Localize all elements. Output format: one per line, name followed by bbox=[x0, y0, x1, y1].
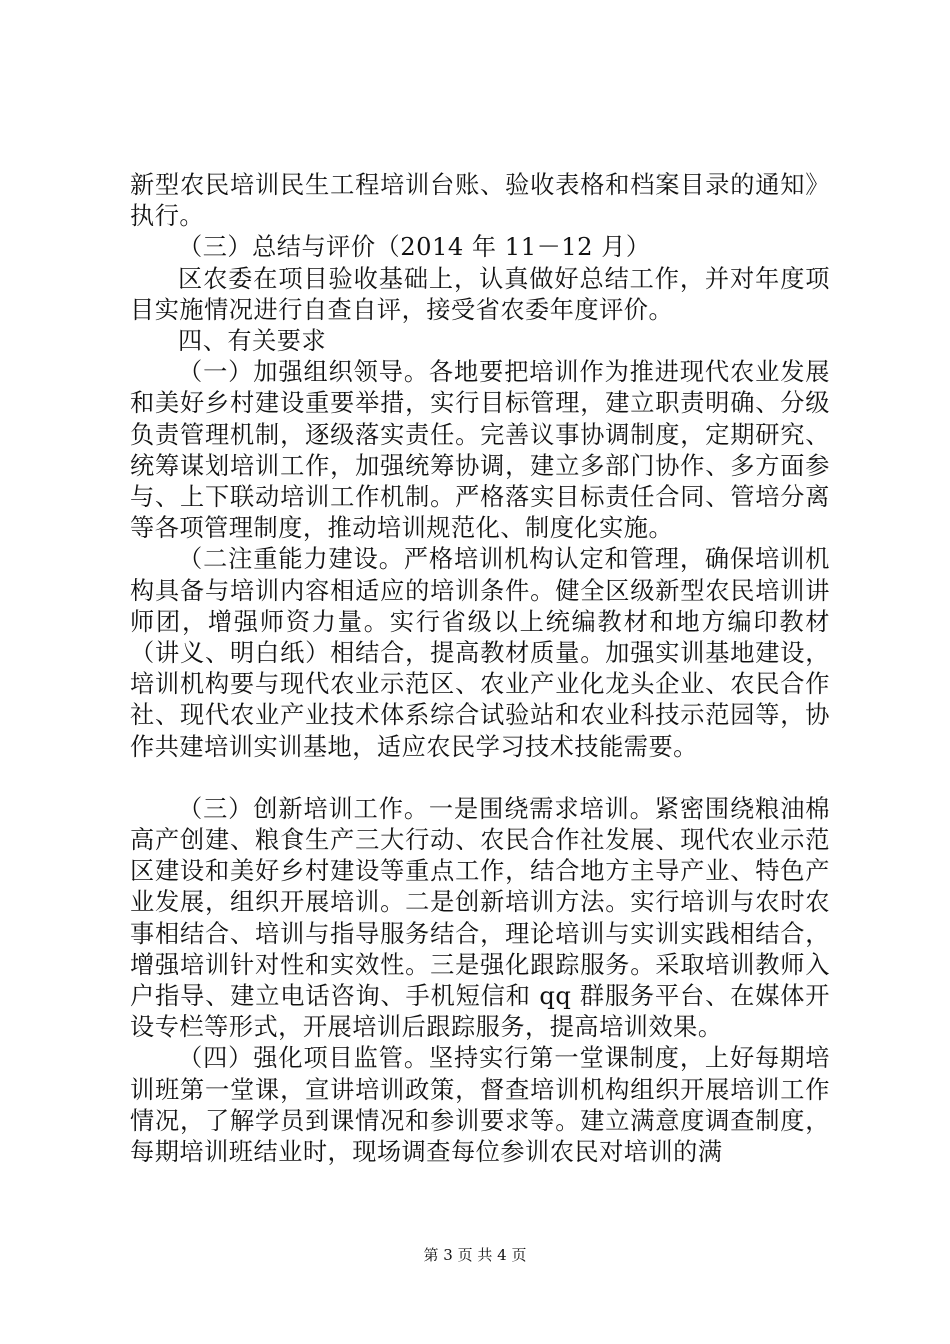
section-heading-summary: （三）总结与评价（2014 年 11－12 月） bbox=[178, 233, 651, 262]
section-heading-requirements: 四、有关要求 bbox=[178, 327, 327, 356]
paragraph-continuation: 新型农民培训民生工程培训台账、验收表格和档案目录的通知》执行。 bbox=[130, 171, 830, 231]
page-footer bbox=[0, 1246, 950, 1264]
paragraph-summary: 区农委在项目验收基础上，认真做好总结工作，并对年度项目实施情况进行自查自评，接受省农委年度评价。 bbox=[130, 264, 830, 324]
page-number: 第 3 页 共 4 页 bbox=[423, 1246, 527, 1264]
paragraph-leadership: （一）加强组织领导。各地要把培训作为推进现代农业发展和美好乡村建设重要举措，实行目标管理，建立职责明确、分级负责管理机制，逐级落实责任。完善议事协调制度，定期研究、统筹谋划培训工作，加强统筹协调，建立多部门协作、多方面参与、上下联动培训工作机制。严格落实目标责任合同、管培分离等各项管理制度，推动培训规范化、制度化实施。 bbox=[130, 358, 830, 543]
paragraph-supervision: （四）强化项目监管。坚持实行第一堂课制度，上好每期培训班第一堂课，宣讲培训政策，督查培训机构组织开展培训工作情况，了解学员到课情况和参训要求等。建立满意度调查制度，每期培训班结业时，现场调查每位参训农民对培训的满 bbox=[130, 1044, 830, 1167]
paragraph-capacity: （二注重能力建设。严格培训机构认定和管理，确保培训机构具备与培训内容相适应的培训条件。健全区级新型农民培训讲师团，增强师资力量。实行省级以上统编教材和地方编印教材（讲义、明白纸）相结合，提高教材质量。加强实训基地建设，培训机构要与现代农业示范区、农业产业化龙头企业、农民合作社、现代农业产业技术体系综合试验站和农业科技示范园等，协作共建培训实训基地，适应农民学习技术技能需要。 bbox=[130, 545, 830, 761]
document-body bbox=[130, 170, 830, 1168]
paragraph-innovation: （三）创新培训工作。一是围绕需求培训。紧密围绕粮油棉高产创建、粮食生产三大行动、农民合作社发展、现代农业示范区建设和美好乡村建设等重点工作，结合地方主导产业、特色产业发展，组织开展培训。二是创新培训方法。实行培训与农时农事相结合、培训与指导服务结合，理论培训与实训实践相结合，增强培训针对性和实效性。三是强化跟踪服务。采取培训教师入户指导、建立电话咨询、手机短信和 qq 群服务平台、在媒体开设专栏等形式，开展培训后跟踪服务，提高培训效果。 bbox=[130, 794, 830, 1042]
